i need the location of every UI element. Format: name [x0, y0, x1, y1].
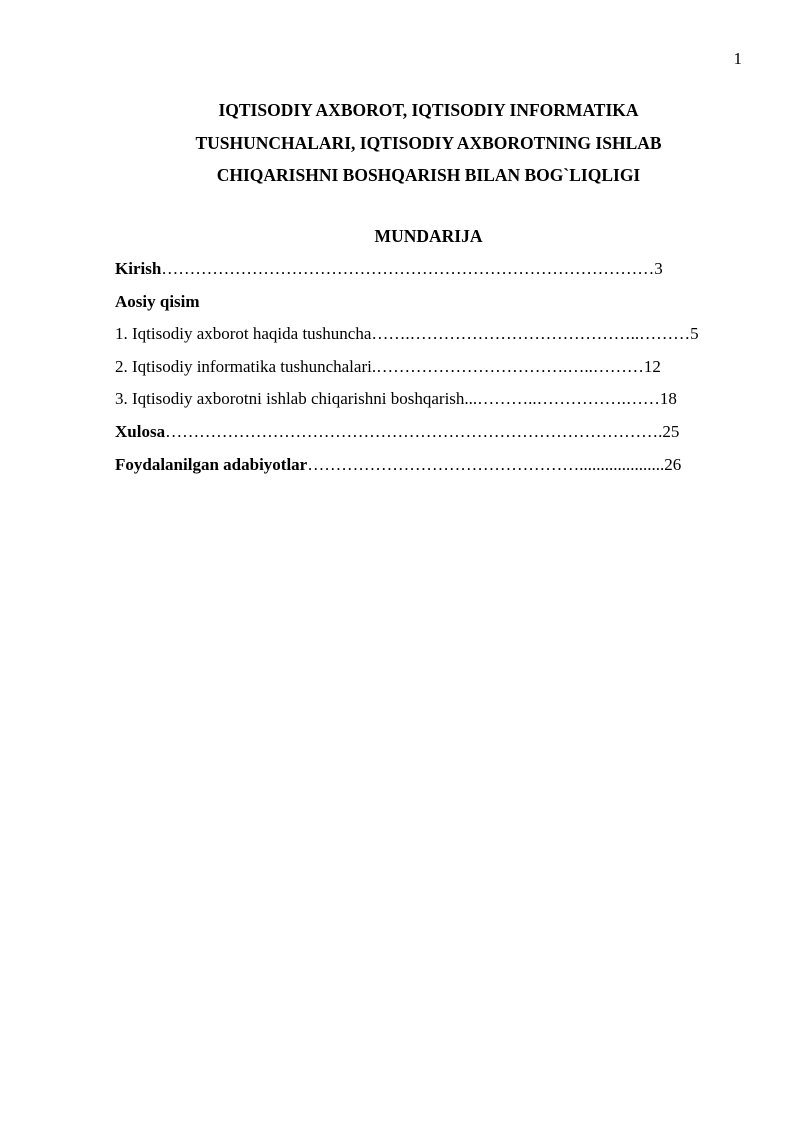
toc-entry-label: 2. Iqtisodiy informatika tushunchalari.	[115, 356, 377, 376]
toc-leader-dots: …………………………….…..………	[376, 356, 644, 376]
toc-entry-page: 5	[690, 324, 699, 344]
toc-leader-dots: .………..…………….……	[472, 389, 660, 409]
title-line: CHIQARISHNI BOSHQARISH BILAN BOG`LIQLIGI	[216, 165, 641, 185]
toc-entry-adabiyotlar	[115, 453, 742, 486]
toc-entry-page: .25	[658, 421, 680, 441]
toc-leader-dots: ……………………………………………………………………………	[161, 259, 655, 278]
page-number: 1	[733, 49, 742, 68]
toc-entry-section-3	[115, 387, 742, 420]
toc-entry-xulosa	[115, 420, 742, 453]
table-of-contents	[115, 257, 742, 485]
toc-heading: MUNDARIJA	[374, 226, 483, 246]
toc-entry-page: 26	[664, 454, 682, 474]
toc-leader-dots: ……………………………………………………………………………	[165, 421, 659, 441]
toc-entry-page: 3	[654, 259, 663, 278]
toc-entry-label: 3. Iqtisodiy axborotni ishlab chiqarishni boshqarish..	[115, 389, 473, 409]
toc-leader-dots: …………………………………………....................	[307, 454, 665, 474]
title-line: TUSHUNCHALARI, IQTISODIY AXBOROTNING ISHLAB	[195, 132, 662, 153]
toc-entry-kirish	[115, 257, 742, 290]
toc-entry-section-2	[115, 355, 742, 388]
toc-entry-label: Aosiy qisim	[115, 291, 200, 311]
toc-entry-page: 18	[659, 389, 677, 409]
toc-entry-label: Foydalanilgan adabiyotlar	[115, 454, 308, 474]
toc-entry-section-1	[115, 322, 742, 355]
toc-entry-label: 1. Iqtisodiy axborot haqida tushuncha	[115, 324, 372, 344]
toc-entry-aosiy-qisim	[115, 290, 742, 323]
toc-entry-label: Xulosa	[115, 421, 166, 441]
title-line: IQTISODIY AXBOROT, IQTISODIY INFORMATIKA	[218, 100, 639, 120]
document-title	[115, 94, 742, 192]
toc-entry-label: Kirish	[115, 259, 162, 278]
toc-entry-page: 12	[643, 356, 661, 376]
toc-leader-dots: …….…………………………………..………	[371, 324, 691, 344]
